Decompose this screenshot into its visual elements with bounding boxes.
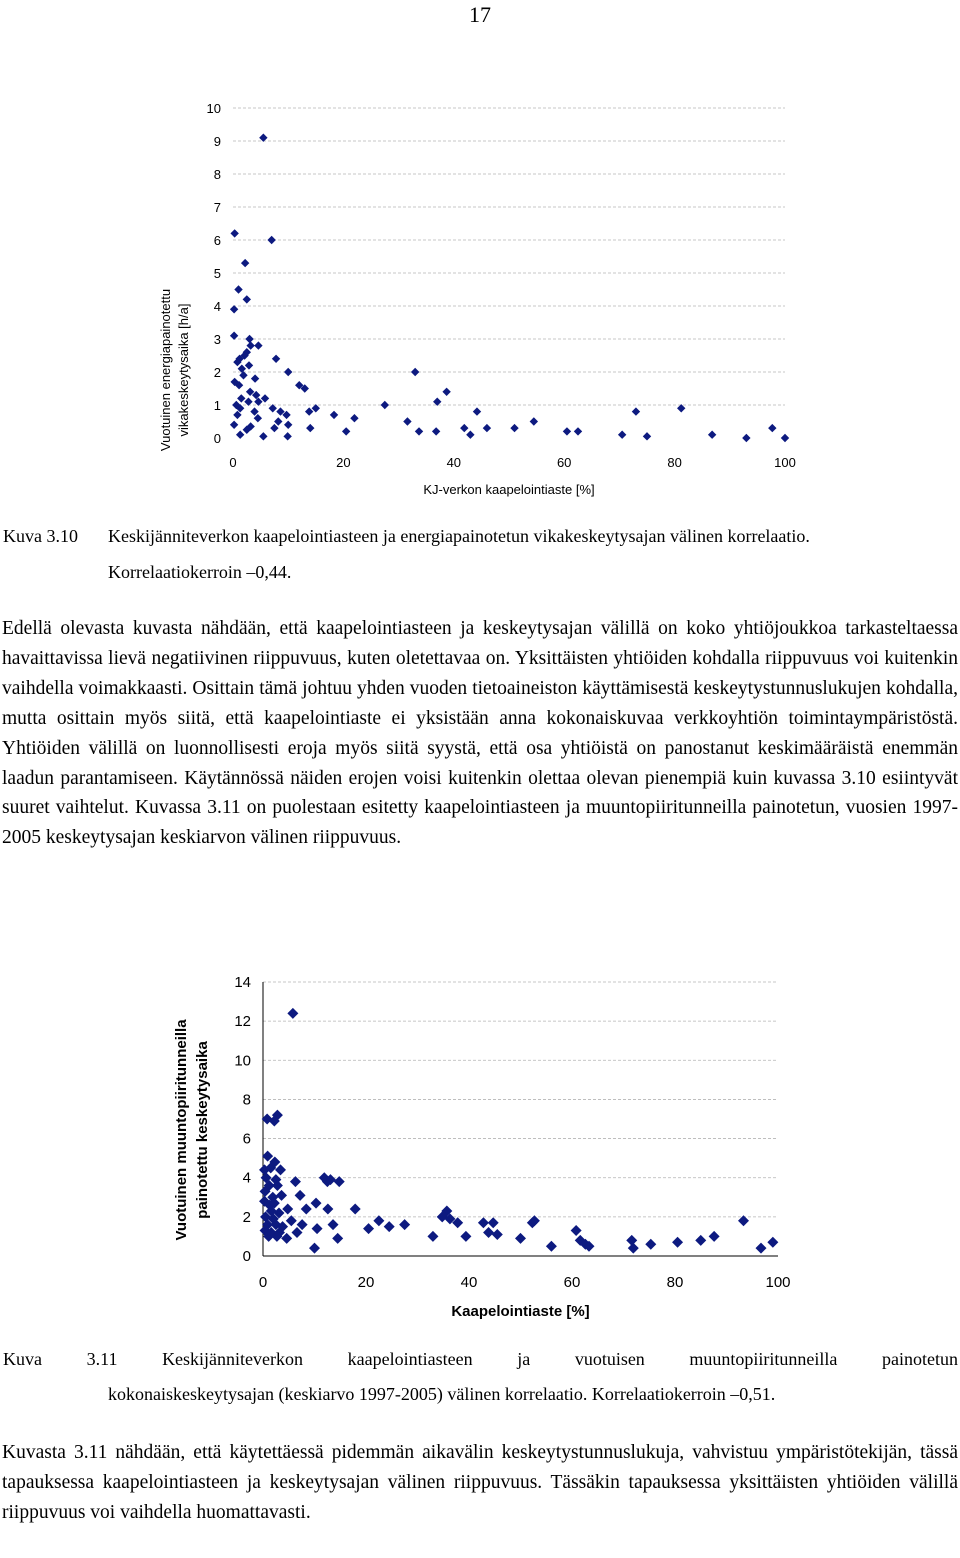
data-point	[483, 1227, 494, 1238]
data-point	[312, 1223, 323, 1234]
y-tick-label: 1	[213, 398, 221, 413]
data-point	[411, 368, 419, 376]
scatter-chart-cabling-vs-outage-time	[0, 95, 960, 515]
x-tick-label: 80	[667, 455, 682, 470]
caption-text: Keskijänniteverkon kaapelointiasteen ja energiapainotetun vikakeskeytysajan välinen korrelaatio.	[108, 526, 810, 546]
y-tick-label: 8	[213, 167, 221, 182]
data-point	[363, 1223, 374, 1234]
data-point	[415, 427, 423, 435]
y-tick-label: 4	[242, 1169, 251, 1187]
data-point	[510, 424, 518, 432]
data-point	[756, 1243, 767, 1254]
body-paragraph-1: Edellä olevasta kuvasta nähdään, että kaapelointiasteen ja keskeytysajan välillä on koko yhtiöjoukkoa tarkasteltaessa havaittavissa lievä negatiivinen riippuvuus, kuten oletettavaa on. Yksittäisten yhtiöiden kohdalla riippuvuus voi kuitenkin vaihdella voimakkaasti. Osittain tämä johtuu yhden vuoden tietoaineiston käyttämisestä keskeytystunnuslukujen kohdalla, mutta osittain myös siitä, että kaapelointiaste ei yksistään anna kokonaiskuvaa verkkoyhtiön toimintaympäristöstä. Yhtiöiden välillä on luonnollisesti eroja myös siitä syystä, että osa yhtiöistä on panostanut keskimääräistä enemmän laadun parantamiseen. Käytännössä näiden erojen voisi kuitenkin olettaa olevan pienempiä kuin kuvassa 3.10 esiintyvät suuret vaihtelut. Kuvassa 3.11 on puolestaan esitetty kaapelointiasteen ja muuntopiiritunneilla painotetun, vuosien 1997-2005 keskeytysajan keskiarvon välinen riippuvuus.	[2, 618, 958, 849]
x-tick-labels	[259, 1274, 791, 1291]
y-tick-label: 9	[213, 134, 221, 149]
data-point	[284, 421, 292, 429]
data-point	[259, 432, 267, 440]
y-tick-label: 14	[234, 974, 251, 991]
data-point	[295, 1190, 306, 1201]
data-point	[546, 1241, 557, 1252]
data-point	[571, 1225, 582, 1236]
x-axis-title: Kaapelointiaste [%]	[451, 1303, 590, 1320]
data-point	[251, 374, 259, 382]
y-tick-label: 12	[234, 1013, 251, 1031]
y-tick-label: 6	[242, 1130, 251, 1148]
caption-correlation: kokonaiskeskeytysajan (keskiarvo 1997-2005) välinen korrelaatio. Korrelaatiokerroin –0,51.	[108, 1384, 776, 1404]
data-point	[460, 1231, 471, 1242]
data-point	[563, 427, 571, 435]
data-point	[695, 1235, 706, 1246]
data-point	[287, 1008, 298, 1019]
data-point	[492, 1229, 503, 1240]
data-point	[243, 295, 251, 303]
x-tick-label: 20	[336, 455, 351, 470]
data-point	[768, 424, 776, 432]
data-point	[245, 335, 253, 343]
gridlines	[263, 982, 778, 1256]
data-point	[709, 1231, 720, 1242]
data-point	[284, 368, 292, 376]
x-tick-label: 40	[446, 455, 462, 470]
y-tick-label: 3	[213, 332, 221, 347]
data-point	[254, 341, 262, 349]
data-point	[309, 1243, 320, 1254]
data-point	[237, 394, 245, 402]
data-point	[432, 427, 440, 435]
data-point	[403, 417, 411, 425]
data-point	[672, 1237, 683, 1248]
data-point	[328, 1219, 339, 1230]
y-tick-label: 0	[213, 431, 221, 446]
caption-word: ja	[517, 1349, 531, 1369]
x-axis-title: KJ-verkon kaapelointiaste [%]	[423, 482, 595, 497]
y-tick-label: 5	[213, 266, 221, 281]
caption-word: Kuva	[3, 1349, 42, 1369]
data-point	[628, 1243, 639, 1254]
y-tick-label: 6	[213, 233, 221, 248]
data-point	[515, 1233, 526, 1244]
data-point	[311, 1198, 322, 1209]
data-point	[246, 341, 254, 349]
data-point	[230, 421, 238, 429]
y-tick-label: 4	[213, 299, 221, 314]
y-tick-label: 10	[206, 101, 221, 116]
caption-word: vuotuisen	[574, 1349, 645, 1369]
x-tick-label: 20	[357, 1274, 375, 1291]
y-axis-title-line2: vikakeskeytysaika [h/a]	[176, 303, 191, 437]
data-point	[442, 388, 450, 396]
caption-correlation: Korrelaatiokerroin –0,44.	[108, 562, 292, 582]
figure-caption-3-10	[3, 524, 960, 584]
data-point	[306, 424, 314, 432]
y-tick-label: 8	[242, 1091, 251, 1109]
data-point	[460, 424, 468, 432]
x-tick-label: 0	[258, 1274, 268, 1291]
figure-caption-3-11	[3, 1347, 958, 1406]
data-point	[350, 1204, 361, 1215]
data-point	[381, 401, 389, 409]
y-axis-title-line2: painotettu keskeytysaika	[194, 1041, 211, 1219]
data-point	[236, 431, 244, 439]
data-point	[230, 332, 238, 340]
data-point	[466, 431, 474, 439]
x-tick-labels	[229, 455, 795, 470]
data-point	[742, 434, 750, 442]
data-point	[488, 1217, 499, 1228]
data-point	[473, 407, 481, 415]
data-point	[276, 1190, 287, 1201]
y-tick-label: 0	[242, 1248, 251, 1265]
y-tick-labels	[207, 101, 221, 446]
data-point	[342, 427, 350, 435]
data-point	[274, 417, 282, 425]
data-point	[643, 432, 651, 440]
caption-word: painotetun	[882, 1349, 958, 1369]
data-points	[230, 134, 789, 443]
page-number: 17	[469, 2, 491, 27]
data-point	[234, 285, 242, 293]
y-axis-title-line1: Vuotuinen muuntopiiritunneilla	[173, 1019, 190, 1241]
caption-label: Kuva 3.10	[3, 526, 78, 546]
data-point	[483, 424, 491, 432]
data-point	[230, 305, 238, 313]
x-tick-label: 60	[563, 1274, 581, 1291]
data-point	[272, 355, 280, 363]
data-point	[245, 361, 253, 369]
y-tick-label: 2	[242, 1208, 251, 1226]
x-tick-label: 60	[556, 455, 572, 470]
data-point	[530, 417, 538, 425]
y-axis-title	[158, 289, 191, 451]
data-point	[781, 434, 789, 442]
data-point	[275, 1164, 286, 1175]
data-point	[322, 1204, 333, 1215]
gridlines	[233, 108, 785, 405]
data-point	[267, 236, 275, 244]
data-point	[632, 407, 640, 415]
data-point	[767, 1237, 778, 1248]
data-point	[626, 1235, 637, 1246]
x-tick-label: 80	[666, 1274, 684, 1291]
data-point	[350, 414, 358, 422]
caption-word: muuntopiiritunneilla	[689, 1349, 838, 1369]
y-tick-label: 2	[213, 365, 221, 380]
data-point	[645, 1239, 656, 1250]
y-tick-label: 7	[213, 200, 221, 215]
data-point	[478, 1217, 489, 1228]
y-axis-title	[173, 1019, 211, 1241]
y-tick-label: 10	[234, 1052, 251, 1070]
body-paragraph-2: Kuvasta 3.11 nähdään, että käytettäessä pidemmän aikavälin keskeytystunnuslukuja, vahvistuu ympäristötekijän, tässä tapauksessa kaapelointiasteen ja keskeytysajan välinen riippuvuus. Tässäkin tapauksessa yksittäisten yhtiöiden välillä riippuvuus voi vaihdella huomattavasti.	[2, 1442, 958, 1523]
caption-first-line	[3, 1347, 958, 1371]
data-point	[230, 229, 238, 237]
data-point	[330, 411, 338, 419]
y-tick-labels	[234, 974, 251, 1265]
caption-word: Keskijänniteverkon	[162, 1349, 304, 1369]
scatter-chart-cabling-vs-weighted-outage	[0, 965, 960, 1345]
data-point	[427, 1231, 438, 1242]
x-tick-label: 0	[229, 455, 237, 470]
data-point	[283, 432, 291, 440]
data-point	[399, 1219, 410, 1230]
y-axis-title-line1: Vuotuinen energiapainotettu	[158, 288, 173, 452]
x-tick-label: 100	[765, 1274, 791, 1291]
x-tick-label: 100	[774, 455, 796, 470]
data-point	[708, 431, 716, 439]
data-point	[332, 1233, 343, 1244]
data-point	[241, 259, 249, 267]
data-point	[574, 427, 582, 435]
caption-word: 3.11	[86, 1349, 118, 1369]
data-point	[618, 431, 626, 439]
x-tick-label: 40	[460, 1274, 478, 1291]
caption-word: kaapelointiasteen	[347, 1349, 473, 1369]
data-point	[301, 1204, 312, 1215]
data-point	[270, 424, 278, 432]
data-point	[384, 1221, 395, 1232]
